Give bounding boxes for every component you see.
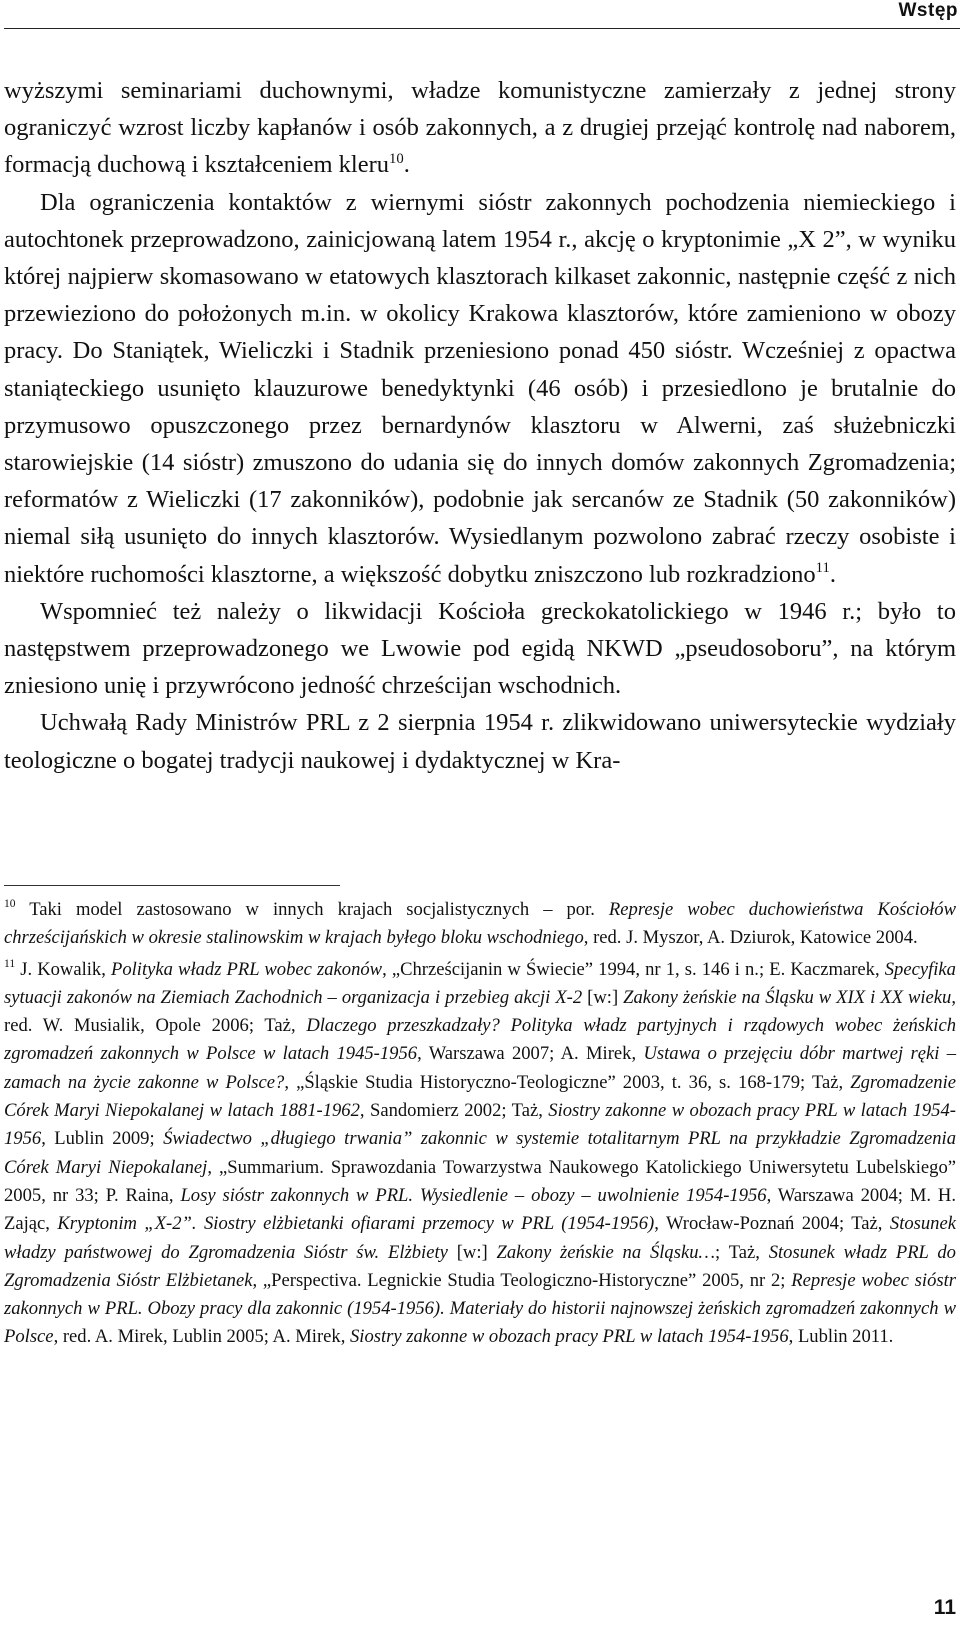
- footnote-ref-10[interactable]: 10: [389, 150, 404, 167]
- footnote-11-text: , Warszawa 2007; A. Mirek,: [417, 1043, 644, 1065]
- footnote-11-text: , red. A. Mirek, Lublin 2005; A. Mirek,: [53, 1326, 350, 1348]
- footnote-11-title: Losy sióstr zakonnych w PRL. Wysiedlenie – obozy – uwolnienie 1954-1956: [180, 1184, 767, 1206]
- paragraph-1-text: wyższymi seminariami duchownymi, władze komunistyczne zamierzały z jednej strony ograniczyć wzrost liczby kapłanów i osób zakonnych, a z drugiej przejąć kontrolę nad naborem, formacją duchową i kształceniem kleru: [4, 77, 956, 179]
- footnote-11-title: Polityka władz PRL wobec zakonów: [110, 958, 383, 980]
- footnote-11-text: [w:]: [582, 986, 624, 1008]
- footnote-10: [4, 896, 956, 953]
- paragraph-3: Wspomnieć też należy o likwidacji Kościoła greckokatolickiego w 1946 r.; było to następstwem przeprowadzonego we Lwowie pod egidą NKWD „pseudosoboru”, na którym zniesiono unię i przywrócono jedność chrześcijan wschodnich.: [4, 597, 956, 700]
- footnote-11-title: Świadectwo „długiego trwania” zakonnic w systemie totalitarnym PRL na przykładzie Zgromadzenia Córek Maryi Niepokalanej: [4, 1128, 956, 1178]
- footnote-11-text: , Sandomierz 2002; Taż,: [359, 1100, 549, 1122]
- footnote-11-title: Siostry zakonne w obozach pracy PRL w latach 1954-1956: [4, 1100, 956, 1150]
- footnote-11-text: , „Perspectiva. Legnickie Studia Teologiczno-Historyczne” 2005, nr 2;: [252, 1269, 792, 1291]
- footnote-rule: [4, 885, 340, 886]
- paragraph-1-end: .: [403, 151, 410, 179]
- footnote-11-text: , Lublin 2011.: [788, 1326, 894, 1348]
- footnote-11-title: Zgromadzenie Córek Maryi Niepokalanej w latach 1881-1962: [4, 1071, 956, 1122]
- footnote-11-title: Dlaczego przeszkadzały? Polityka władz partyjnych i rządowych wobec żeńskich zgromadzeń zakonnych w Polsce w latach 1945-1956: [4, 1015, 956, 1065]
- footnote-11-number: 11: [4, 957, 16, 970]
- footnote-11-text: , red. W. Musialik, Opole 2006; Taż,: [4, 986, 956, 1037]
- footnote-11-title: Kryptonim „X-2”. Siostry elżbietanki ofiarami przemocy w PRL (1954-1956): [57, 1213, 655, 1235]
- paragraph-2-text: Dla ograniczenia kontaktów z wiernymi sióstr zakonnych pochodzenia niemieckiego i autochtonek przeprowadzono, zainicjowaną latem 1954 r., akcję o kryptonimie „X 2”, w wyniku której najpierw skomasowano w etatowych klasztorach kilkaset zakonnic, następnie część z nich przewieziono do położonych m.in. w okolicy Krakowa klasztorów, które zamieniono w obozy pracy. Do Staniątek, Wieliczki i Stadnik przeniesiono ponad 450 sióstr. Wcześniej z opactwa staniąteckiego usunięto klauzurowe benedyktynki (46 osób) i przesiedlono je brutalnie do przymusowo opuszczonego przez bernardynów klasztoru w Alwerni, zaś służebniczki starowiejskie (14 sióstr) zmuszono do udania się do innych domów zakonnych Zgromadzenia; reformatów z Wieliczki (17 zakonników), podobnie jak sercanów ze Stadnik (50 zakonników) niemal siłą usunięto do innych klasztorów. Wysiedlanym pozwolono zabrać rzeczy osobiste i niektóre ruchomości klasztorne, a większość dobytku zniszczono lub rozkradziono: [4, 188, 956, 588]
- paragraph-2: [4, 184, 956, 593]
- footnote-10-text: Taki model zastosowano w innych krajach socjalistycznych – por.: [29, 899, 609, 920]
- footnote-11-text: , „Summarium. Sprawozdania Towarzystwa Naukowego Katolickiego Uniwersytetu Lubelskiego” 2005, nr 33; P. Raina,: [4, 1156, 956, 1206]
- footnote-11-text: J. Kowalik,: [20, 958, 111, 980]
- footnote-10-title: Represje wobec duchowieństwa Kościołów chrześcijańskich w okresie stalinowskim w krajach byłego bloku wschodniego: [4, 899, 956, 949]
- running-head: Wstęp: [898, 0, 958, 21]
- body-text: [4, 72, 956, 779]
- footnote-ref-11[interactable]: 11: [815, 559, 830, 576]
- footnote-11-text: ; Taż,: [715, 1241, 769, 1263]
- footnote-11-title: Stosunek władz PRL do Zgromadzenia Sióstr Elżbietanek: [4, 1241, 956, 1291]
- paragraph-1: [4, 72, 956, 184]
- footnote-11-text: , „Chrześcijanin w Świecie” 1994, nr 1, s. 146 i n.; E. Kaczmarek,: [382, 958, 885, 980]
- paragraph-4: Uchwałą Rady Ministrów PRL z 2 sierpnia 1954 r. zlikwidowano uniwersyteckie wydziały teologiczne o bogatej tradycji naukowej i dydaktycznej w Kra-: [4, 709, 956, 774]
- footnote-11-text: , Lublin 2009;: [41, 1128, 164, 1150]
- footnote-11-text: [w:]: [447, 1241, 497, 1263]
- page-number: 11: [933, 1596, 956, 1619]
- footnote-11-text: , Warszawa 2004; M. H. Zając,: [4, 1184, 956, 1235]
- footnote-11-title: Represje wobec sióstr zakonnych w PRL. Obozy pracy dla zakonnic (1954-1956). Materiały do historii najnowszej żeńskich zgromadzeń zakonnych w Polsce: [4, 1269, 957, 1348]
- footnote-11-title: Siostry zakonne w obozach pracy PRL w latach 1954-1956: [350, 1326, 789, 1348]
- footnote-11-title: Specyfika sytuacji zakonów na Ziemiach Zachodnich – organizacja i przebieg akcji X-2: [4, 958, 956, 1008]
- footnote-11: [4, 956, 956, 1352]
- footnote-11-text: , „Śląskie Studia Historyczno-Teologiczne” 2003, t. 36, s. 168-179; Taż,: [284, 1071, 851, 1093]
- paragraph-2-end: .: [829, 560, 836, 588]
- footnote-11-title: Zakony żeńskie na Śląsku…: [496, 1241, 716, 1263]
- footnotes: [4, 896, 956, 1355]
- footnote-11-title: Ustawa o przejęciu dóbr martwej ręki – zamach na życie zakonne w Polsce?: [4, 1043, 956, 1093]
- footnote-10-number: 10: [4, 898, 16, 911]
- footnote-11-title: Stosunek władzy państwowej do Zgromadzenia Sióstr św. Elżbiety: [4, 1213, 956, 1263]
- header-rule: [4, 28, 960, 29]
- footnote-11-title: Zakony żeńskie na Śląsku w XIX i XX wieku: [623, 986, 952, 1008]
- footnote-11-text: , Wrocław-Poznań 2004; Taż,: [654, 1213, 890, 1235]
- footnote-10-text: , red. J. Myszor, A. Dziurok, Katowice 2004.: [583, 927, 918, 949]
